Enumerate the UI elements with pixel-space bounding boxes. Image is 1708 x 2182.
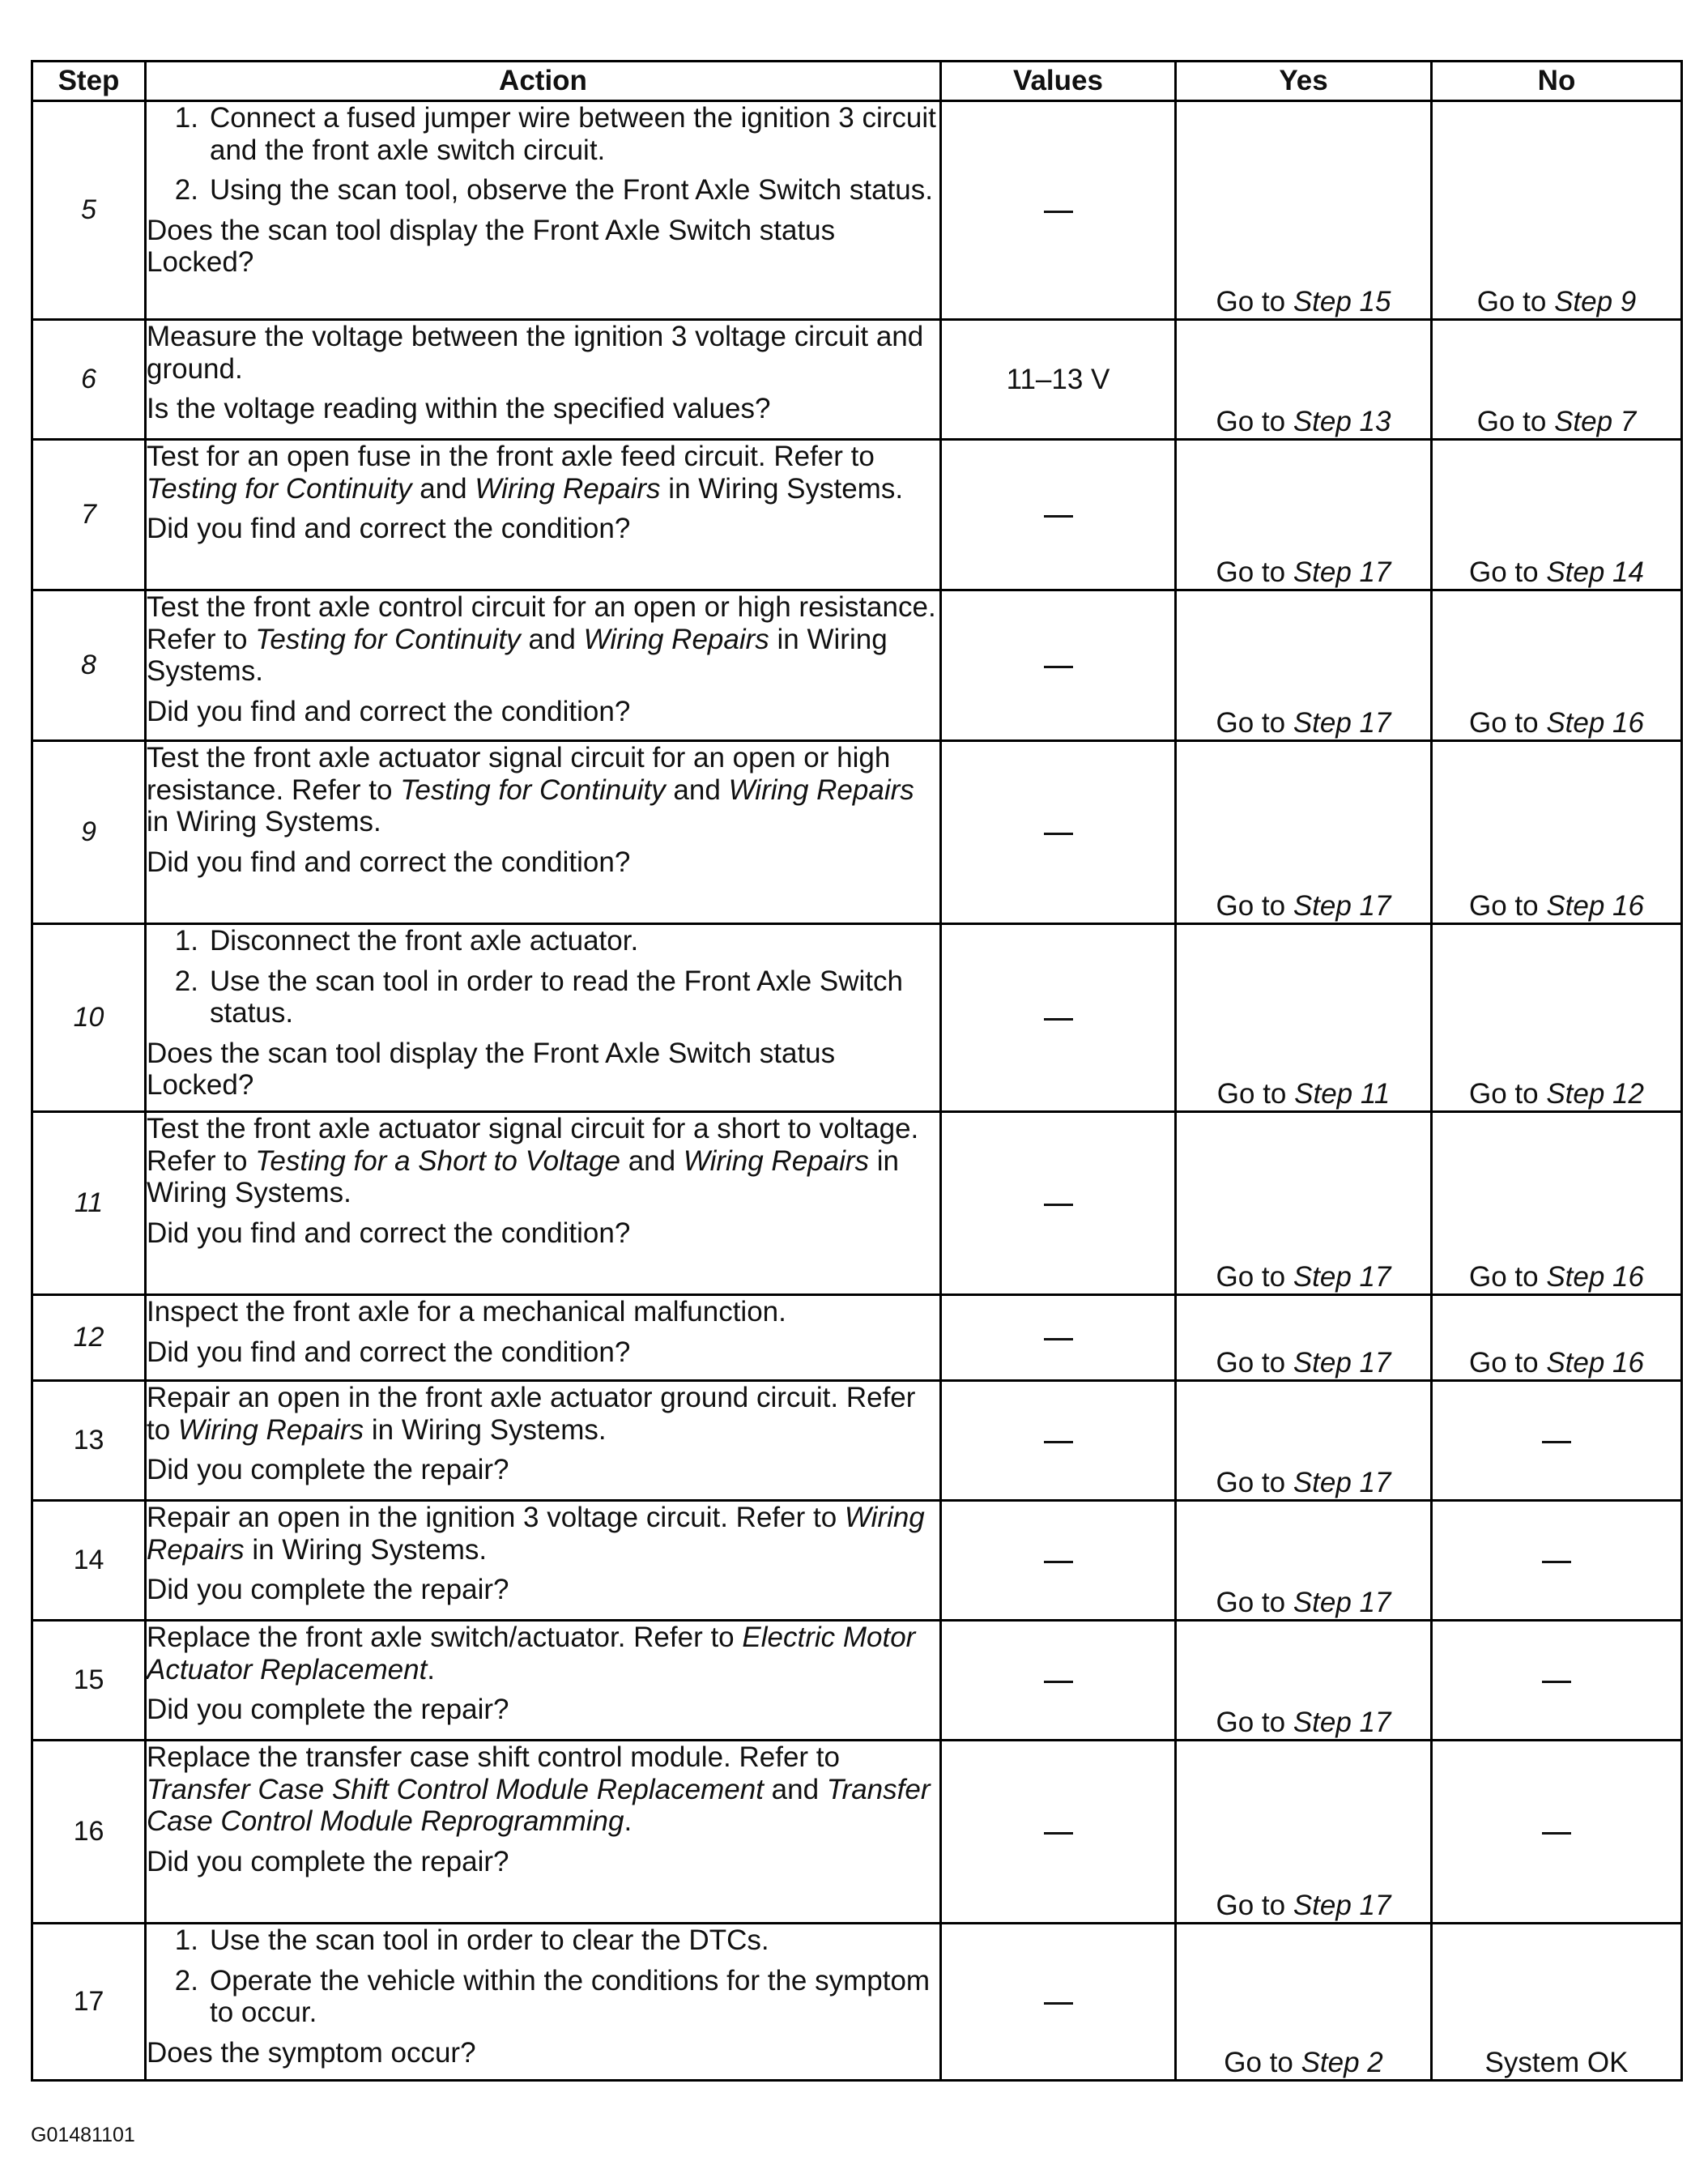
no-cell [1432, 1295, 1682, 1381]
no-value-dash [1044, 2002, 1073, 2005]
text-run: Did you complete the repair? [147, 1694, 509, 1726]
goto-text: Go to [1224, 2047, 1301, 2079]
text-run: Did you complete the repair? [147, 1574, 509, 1606]
values-cell [941, 1924, 1176, 2081]
step-ref: Step 17 [1293, 707, 1391, 739]
action-text [147, 393, 939, 425]
step-cell: 13 [32, 1381, 146, 1501]
step-cell: 15 [32, 1621, 146, 1741]
goto-text: Go to [1216, 1707, 1293, 1739]
table-row [32, 1381, 1682, 1501]
action-text [147, 1454, 939, 1486]
no-value-dash [1044, 1681, 1073, 1683]
step-ref: Step 17 [1293, 1890, 1391, 1922]
text-run: and [520, 623, 584, 655]
no-cell [1432, 1501, 1682, 1621]
action-cell [146, 741, 941, 924]
step-ref: Step 11 [1294, 1078, 1391, 1110]
table-row [32, 440, 1682, 590]
table-row [32, 924, 1682, 1112]
figure-id: G01481101 [31, 2124, 135, 2146]
text-run: in Wiring Systems. [364, 1413, 607, 1446]
header-step: Step [32, 62, 146, 101]
list-text [210, 1924, 939, 1957]
no-cell [1432, 1112, 1682, 1295]
no-cell [1432, 1621, 1682, 1741]
goto-text: Go to [1216, 1467, 1293, 1499]
list-number: 1. [174, 1924, 198, 1956]
text-run: in Wiring Systems. [244, 1533, 488, 1566]
action-text [147, 321, 939, 385]
text-run: Repair an open in the front axle actuator ground circuit. Refer to [147, 1382, 916, 1446]
text-run: and [620, 1144, 684, 1177]
yes-cell [1176, 1295, 1432, 1381]
text-run: Did you find and correct the condition? [147, 1217, 631, 1249]
goto-text: Go to [1216, 1261, 1293, 1293]
values-cell [941, 1112, 1176, 1295]
text-run: Test the front axle actuator signal circuit for a short to voltage. Refer to [147, 1113, 919, 1177]
step-ref: Step 17 [1293, 1347, 1391, 1379]
action-text [147, 1622, 939, 1686]
goto-text: Go to [1216, 286, 1293, 318]
step-ref: Step 17 [1293, 1587, 1391, 1619]
text-run: Test the front axle control circuit for an open or high resistance. Refer to [147, 591, 936, 655]
yes-cell [1176, 924, 1432, 1112]
no-value-dash [1542, 1561, 1571, 1563]
goto-text: Go to [1216, 556, 1293, 589]
yes-cell [1176, 741, 1432, 924]
action-list-item [147, 1924, 939, 1957]
step-ref: Step 16 [1546, 890, 1644, 923]
table-row [32, 1112, 1682, 1295]
no-value-dash [1044, 1338, 1073, 1340]
table-row [32, 320, 1682, 440]
text-run: Replace the transfer case shift control module. Refer to [147, 1741, 840, 1773]
action-text [147, 696, 939, 728]
values-cell: 11–13 V [941, 320, 1176, 440]
step-ref: Step 17 [1293, 1261, 1391, 1293]
goto-text: Go to [1216, 1890, 1293, 1922]
text-run: Test the front axle actuator signal circuit for an open or high resistance. Refer to [147, 742, 891, 806]
step-cell: 12 [32, 1295, 146, 1381]
text-run: . [624, 1805, 633, 1838]
step-ref: Step 17 [1293, 556, 1391, 589]
goto-text: Go to [1216, 890, 1293, 923]
table-row [32, 1621, 1682, 1741]
no-value-dash [1044, 666, 1073, 668]
action-text [147, 1574, 939, 1606]
step-ref: Step 17 [1293, 1467, 1391, 1499]
step-ref: Step 16 [1546, 1347, 1644, 1379]
step-ref: Step 15 [1293, 286, 1391, 318]
text-run: Using the scan tool, observe the Front Axle Switch status. [210, 174, 933, 207]
step-cell: 5 [32, 101, 146, 320]
values-cell [941, 1741, 1176, 1924]
no-cell [1432, 1381, 1682, 1501]
action-text [147, 742, 939, 838]
text-run: Does the scan tool display the Front Axle Switch status Locked? [147, 1037, 836, 1102]
values-cell [941, 741, 1176, 924]
text-run: and [763, 1773, 827, 1805]
action-list-item [147, 1965, 939, 2029]
no-value-dash [1542, 1441, 1571, 1443]
values-cell [941, 1381, 1176, 1501]
goto-text: System OK [1484, 2047, 1629, 2079]
table-body [32, 101, 1682, 2081]
step-ref: Step 17 [1293, 1707, 1391, 1739]
step-ref: Step 9 [1554, 286, 1637, 318]
goto-text: Go to [1469, 556, 1547, 589]
action-list-item [147, 102, 939, 166]
action-cell [146, 924, 941, 1112]
no-value-dash [1044, 1018, 1073, 1021]
text-run: Did you find and correct the condition? [147, 695, 631, 727]
action-cell [146, 590, 941, 741]
action-text [147, 1382, 939, 1446]
no-value-dash [1044, 833, 1073, 835]
values-cell [941, 1295, 1176, 1381]
reference-title: Transfer Case Shift Control Module Replacement [147, 1773, 764, 1805]
yes-cell [1176, 1924, 1432, 2081]
goto-text: Go to [1216, 707, 1293, 739]
step-ref: Step 17 [1293, 890, 1391, 923]
diagnostic-table [31, 60, 1683, 2082]
step-cell: 14 [32, 1501, 146, 1621]
header-no: No [1432, 62, 1682, 101]
yes-cell [1176, 1112, 1432, 1295]
list-number: 2. [174, 965, 198, 997]
action-text [147, 1741, 939, 1838]
list-text [210, 1965, 939, 2029]
list-text [210, 965, 939, 1029]
text-run: Operate the vehicle within the conditions for the symptom to occur. [210, 1964, 931, 2029]
yes-cell [1176, 440, 1432, 590]
step-cell: 11 [32, 1112, 146, 1295]
no-cell [1432, 101, 1682, 320]
header-action: Action [146, 62, 941, 101]
list-number: 2. [174, 174, 198, 207]
text-run: in Wiring Systems. [660, 472, 904, 505]
table-row [32, 741, 1682, 924]
step-cell: 17 [32, 1924, 146, 2081]
values-cell [941, 924, 1176, 1112]
action-list-item [147, 925, 939, 957]
step-ref: Step 14 [1546, 556, 1644, 589]
action-cell [146, 1621, 941, 1741]
text-run: Measure the voltage between the ignition 3 voltage circuit and ground. [147, 321, 924, 385]
action-list-item [147, 965, 939, 1029]
text-run: Use the scan tool in order to clear the DTCs. [210, 1924, 769, 1956]
table-row [32, 1295, 1682, 1381]
yes-cell [1176, 590, 1432, 741]
list-text [210, 925, 939, 957]
values-cell [941, 440, 1176, 590]
text-run: Did you complete the repair? [147, 1454, 509, 1486]
action-text [147, 1694, 939, 1726]
list-text [210, 174, 939, 207]
text-run: in Wiring Systems. [147, 806, 381, 838]
no-cell [1432, 590, 1682, 741]
step-cell: 9 [32, 741, 146, 924]
reference-title: Transfer Case Control Module Reprogramming [147, 1773, 931, 1838]
no-cell [1432, 1741, 1682, 1924]
values-cell [941, 1501, 1176, 1621]
action-text [147, 1038, 939, 1102]
no-cell [1432, 741, 1682, 924]
text-run: Replace the front axle switch/actuator. Refer to [147, 1622, 743, 1653]
goto-text: Go to [1476, 406, 1555, 438]
text-run: Connect a fused jumper wire between the ignition 3 circuit and the front axle switch circuit. [210, 102, 936, 166]
goto-text: Go to [1469, 707, 1547, 739]
action-cell [146, 1295, 941, 1381]
step-cell: 16 [32, 1741, 146, 1924]
text-run: Disconnect the front axle actuator. [210, 925, 639, 957]
step-cell: 7 [32, 440, 146, 590]
action-text [147, 591, 939, 688]
no-value-dash [1044, 1204, 1073, 1206]
goto-text: Go to [1476, 286, 1555, 318]
action-text [147, 1296, 939, 1328]
text-run: Is the voltage reading within the specified values? [147, 393, 771, 425]
action-text [147, 1846, 939, 1878]
reference-title: Electric Motor Actuator Replacement [147, 1622, 916, 1686]
table-row [32, 590, 1682, 741]
yes-cell [1176, 320, 1432, 440]
step-cell: 10 [32, 924, 146, 1112]
action-cell [146, 101, 941, 320]
action-text [147, 1113, 939, 1209]
text-run: . [427, 1653, 436, 1686]
action-text [147, 215, 939, 279]
step-cell: 8 [32, 590, 146, 741]
yes-cell [1176, 1621, 1432, 1741]
text-run: Did you find and correct the condition? [147, 513, 631, 545]
reference-title: Wiring Repairs [147, 1502, 925, 1566]
no-value-dash [1044, 1832, 1073, 1835]
step-ref: Step 7 [1554, 406, 1637, 438]
no-value-dash [1542, 1681, 1571, 1683]
no-cell [1432, 440, 1682, 590]
action-text [147, 1502, 939, 1566]
goto-text: Go to [1216, 1347, 1293, 1379]
goto-text: Go to [1469, 1347, 1547, 1379]
list-text [210, 102, 939, 166]
text-run: Use the scan tool in order to read the Front Axle Switch status. [210, 965, 903, 1029]
action-cell [146, 1381, 941, 1501]
no-value-dash [1044, 1441, 1073, 1443]
header-yes: Yes [1176, 62, 1432, 101]
step-cell: 6 [32, 320, 146, 440]
action-cell [146, 1924, 941, 2081]
action-text [147, 2037, 939, 2069]
no-value-dash [1044, 1561, 1073, 1563]
reference-title: Wiring Repairs [177, 1413, 364, 1446]
reference-title: Testing for Continuity [255, 623, 521, 655]
text-run: Did you find and correct the condition? [147, 1336, 631, 1368]
list-number: 1. [174, 102, 198, 134]
goto-text: Go to [1469, 1078, 1547, 1110]
table-row [32, 1741, 1682, 1924]
text-run: Does the scan tool display the Front Axle Switch status Locked? [147, 214, 836, 279]
step-ref: Step 13 [1293, 406, 1391, 438]
text-run: Repair an open in the ignition 3 voltage circuit. Refer to [147, 1502, 845, 1533]
goto-text: Go to [1216, 1078, 1295, 1110]
reference-title: Testing for Continuity [147, 472, 412, 505]
text-run: in Wiring Systems. [147, 623, 888, 688]
action-cell [146, 1501, 941, 1621]
action-cell [146, 1741, 941, 1924]
reference-title: Wiring Repairs [475, 472, 661, 505]
list-number: 2. [174, 1964, 198, 1997]
step-ref: Step 16 [1546, 1261, 1644, 1293]
action-text [147, 1336, 939, 1369]
step-ref: Step 2 [1301, 2047, 1383, 2079]
action-list-item [147, 174, 939, 207]
no-cell [1432, 320, 1682, 440]
text-run: Test for an open fuse in the front axle feed circuit. Refer to [147, 441, 875, 472]
yes-cell [1176, 101, 1432, 320]
reference-title: Wiring Repairs [728, 774, 914, 806]
text-run: Did you complete the repair? [147, 1845, 509, 1877]
yes-cell [1176, 1501, 1432, 1621]
action-cell [146, 320, 941, 440]
yes-cell [1176, 1741, 1432, 1924]
step-ref: Step 16 [1546, 707, 1644, 739]
no-value-dash [1044, 515, 1073, 518]
no-cell [1432, 1924, 1682, 2081]
action-cell [146, 1112, 941, 1295]
no-value-dash [1044, 211, 1073, 213]
no-value-dash [1542, 1832, 1571, 1835]
text-run: in Wiring Systems. [147, 1144, 900, 1209]
goto-text: Go to [1469, 1261, 1547, 1293]
table-row [32, 1924, 1682, 2081]
values-cell [941, 590, 1176, 741]
yes-cell [1176, 1381, 1432, 1501]
step-ref: Step 12 [1546, 1078, 1644, 1110]
action-text [147, 441, 939, 505]
goto-text: Go to [1216, 406, 1293, 438]
text-run: Does the symptom occur? [147, 2036, 476, 2069]
text-run: and [665, 774, 729, 806]
no-cell [1432, 924, 1682, 1112]
table-row [32, 101, 1682, 320]
action-cell [146, 440, 941, 590]
header-values: Values [941, 62, 1176, 101]
action-text [147, 846, 939, 879]
goto-text: Go to [1216, 1587, 1293, 1619]
values-cell [941, 1621, 1176, 1741]
reference-title: Wiring Repairs [683, 1144, 870, 1177]
reference-title: Testing for Continuity [400, 774, 666, 806]
reference-title: Wiring Repairs [583, 623, 769, 655]
text-run: Did you find and correct the condition? [147, 846, 631, 878]
list-number: 1. [174, 925, 198, 957]
reference-title: Testing for a Short to Voltage [255, 1144, 620, 1177]
table-row [32, 1501, 1682, 1621]
action-text [147, 513, 939, 545]
text-run: and [411, 472, 475, 505]
action-text [147, 1217, 939, 1250]
text-run: Inspect the front axle for a mechanical malfunction. [147, 1296, 786, 1328]
header-row [32, 62, 1682, 101]
values-cell [941, 101, 1176, 320]
goto-text: Go to [1469, 890, 1547, 923]
